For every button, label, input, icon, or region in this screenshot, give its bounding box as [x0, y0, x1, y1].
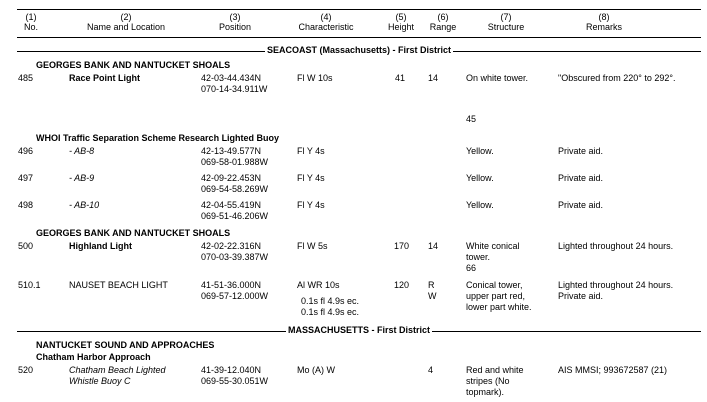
entry-remarks: Private aid. [558, 146, 604, 156]
entry-structure-line: upper part red, [466, 291, 526, 301]
entry-characteristic: Fl W 10s [297, 73, 333, 83]
entry-characteristic-phase: 0.1s fl 4.9s ec. [301, 307, 360, 317]
entry-range: 4 [428, 365, 434, 375]
entry-structure-line: topmark). [466, 387, 505, 397]
entry-range-red: R [428, 280, 435, 290]
entry-latitude: 41-51-36.000N [201, 280, 262, 290]
column-header-remarks: (8) Remarks [585, 12, 622, 32]
entry-remarks: AIS MMSI; 993672587 (21) [558, 365, 668, 375]
entry-structure-line: Red and white [466, 365, 524, 375]
entry-latitude: 42-03-44.434N [201, 73, 262, 83]
entry-characteristic: Fl Y 4s [297, 173, 325, 183]
entry-name: - AB-9 [69, 173, 95, 183]
entry-height: 41 [395, 73, 406, 83]
entry-longitude: 070-14-34.911W [201, 84, 268, 94]
entry-structure-extra: 45 [466, 114, 477, 124]
entry-name-line: Chatham Beach Lighted [69, 365, 166, 375]
entry-number: 510.1 [18, 280, 41, 290]
entry-structure-line: Conical tower, [466, 280, 523, 290]
entry-name: NAUSET BEACH LIGHT [69, 280, 168, 290]
column-header-no: (1) No. [23, 12, 38, 32]
entry-latitude: 41-39-12.040N [201, 365, 262, 375]
entry-latitude: 42-13-49.577N [201, 146, 262, 156]
entry-latitude: 42-09-22.453N [201, 173, 262, 183]
entry-characteristic: Mo (A) W [297, 365, 335, 375]
header-top-rule [17, 9, 701, 10]
entry-remarks-line: Lighted throughout 24 hours. [558, 280, 674, 290]
column-header-name: (2) Name and Location [86, 12, 166, 32]
entry-structure: Yellow. [466, 200, 494, 210]
entry-characteristic: Al WR 10s [297, 280, 340, 290]
entry-number: 496 [18, 146, 34, 156]
entry-longitude: 069-51-46.206W [201, 211, 269, 221]
entry-range: 14 [428, 241, 439, 251]
entry-structure-line: tower. [466, 252, 491, 262]
entry-longitude: 069-57-12.000W [201, 291, 269, 301]
entry-name: Race Point Light [69, 73, 141, 83]
entry-remarks: Lighted throughout 24 hours. [558, 241, 674, 251]
entry-longitude: 069-54-58.269W [201, 184, 269, 194]
entry-longitude: 069-58-01.988W [201, 157, 269, 167]
entry-number: 497 [18, 173, 34, 183]
entry-structure-line: stripes (No [466, 376, 510, 386]
entry-longitude: 069-55-30.051W [201, 376, 269, 386]
entry-latitude: 42-02-22.316N [201, 241, 262, 251]
entry-remarks-line: Private aid. [558, 291, 604, 301]
entry-remarks: Private aid. [558, 173, 604, 183]
section-heading: GEORGES BANK AND NANTUCKET SHOALS [36, 60, 231, 70]
entry-structure-line: White conical [466, 241, 520, 251]
entry-name: - AB-10 [69, 200, 100, 210]
region-heading: MASSACHUSETTS - First District [287, 325, 430, 335]
header-bottom-rule [17, 37, 701, 38]
entry-remarks: "Obscured from 220° to 292°. [558, 73, 676, 83]
entry-remarks: Private aid. [558, 200, 604, 210]
column-header-height: (5) Height [387, 12, 414, 32]
column-header-structure: (7) Structure [487, 12, 525, 32]
section-heading: NANTUCKET SOUND AND APPROACHES [36, 340, 215, 350]
entry-structure-line: lower part white. [466, 302, 532, 312]
entry-structure: Yellow. [466, 146, 494, 156]
entry-characteristic: Fl Y 4s [297, 200, 325, 210]
entry-longitude: 070-03-39.387W [201, 252, 269, 262]
entry-height: 170 [394, 241, 410, 251]
entry-number: 485 [18, 73, 34, 83]
subsection-heading: Chatham Harbor Approach [36, 352, 151, 362]
column-header-range: (6) Range [429, 12, 457, 32]
entry-range-white: W [428, 291, 437, 301]
entry-name: Highland Light [69, 241, 132, 251]
entry-number: 498 [18, 200, 34, 210]
entry-number: 520 [18, 365, 34, 375]
entry-characteristic: Fl W 5s [297, 241, 328, 251]
entry-structure-line: 66 [466, 263, 477, 273]
entry-number: 500 [18, 241, 34, 251]
column-header-position: (3) Position [218, 12, 252, 32]
entry-structure: Yellow. [466, 173, 494, 183]
section-heading: GEORGES BANK AND NANTUCKET SHOALS [36, 228, 231, 238]
entry-height: 120 [394, 280, 410, 290]
entry-structure: On white tower. [466, 73, 529, 83]
column-header-characteristic: (4) Characteristic [298, 12, 354, 32]
entry-name: - AB-8 [69, 146, 95, 156]
entry-latitude: 42-04-55.419N [201, 200, 262, 210]
entry-name-line: Whistle Buoy C [69, 376, 131, 386]
entry-range: 14 [428, 73, 439, 83]
section-heading: WHOI Traffic Separation Scheme Research Lighted Buoy [36, 133, 280, 143]
entry-characteristic: Fl Y 4s [297, 146, 325, 156]
region-heading: SEACOAST (Massachusetts) - First District [266, 45, 452, 55]
entry-characteristic-phase: 0.1s fl 4.9s ec. [301, 296, 360, 306]
